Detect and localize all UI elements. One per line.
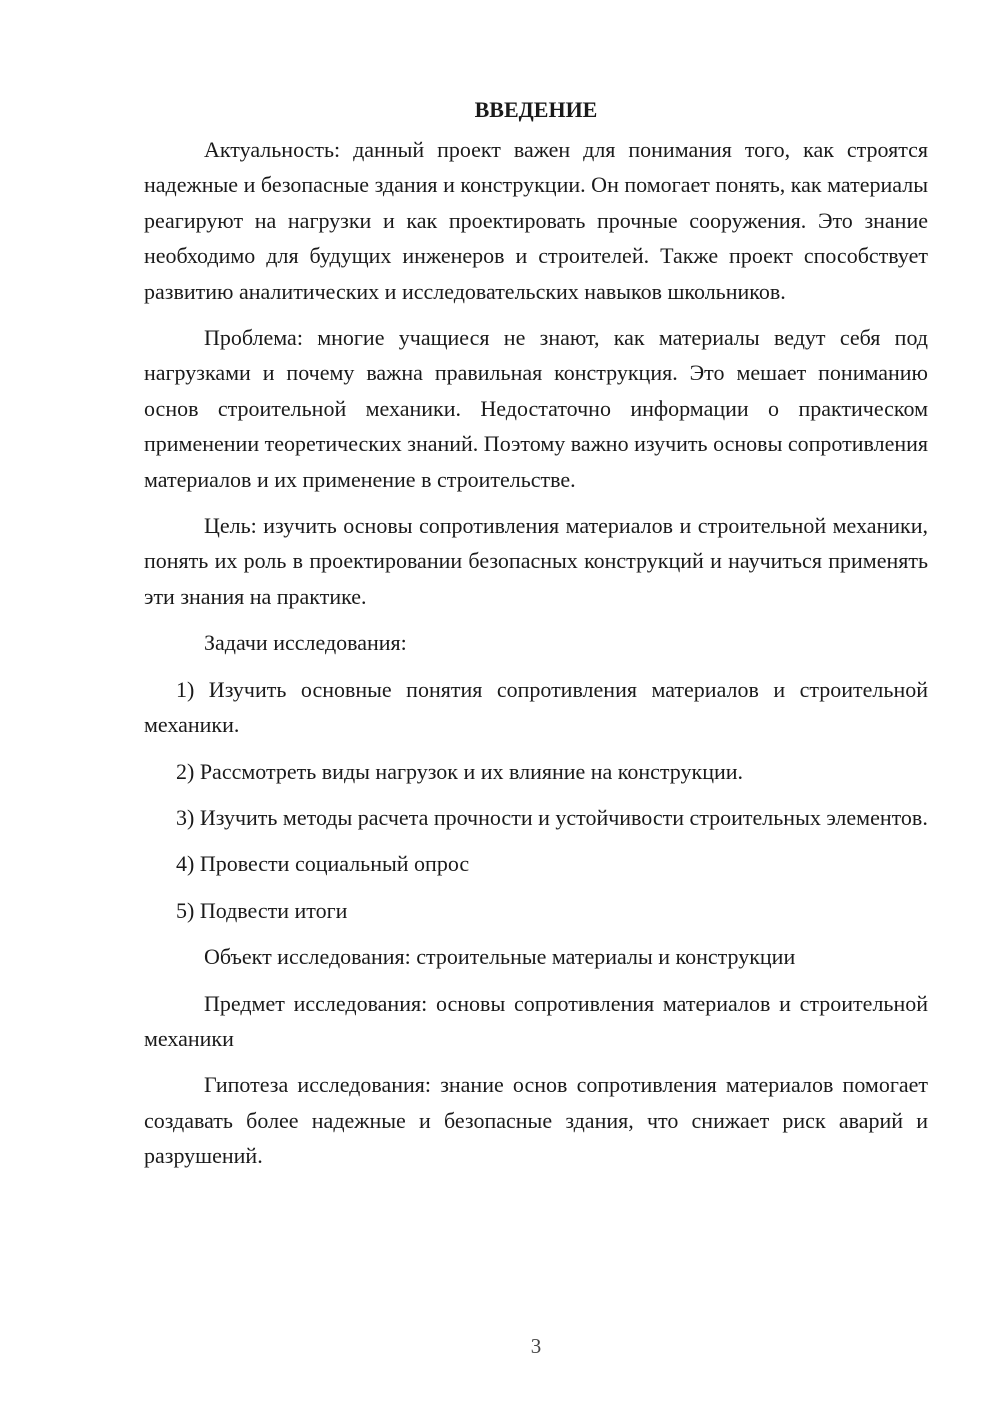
task-item: 3) Изучить методы расчета прочности и устойчивости строительных элементов. [176,804,928,830]
task-item: 1) Изучить основные понятия сопротивления материалов и строительной механики. [144,676,928,738]
hypothesis-paragraph: Гипотеза исследования: знание основ сопротивления материалов помогает создавать более надежные и безопасные здания, что снижает риск аварий и разрушений. [144,1072,928,1169]
subject-paragraph: Предмет исследования: основы сопротивления материалов и строительной механики [144,990,928,1051]
goal-paragraph: Цель: изучить основы сопротивления материалов и строительной механики, понять их роль в проектировании безопасных конструкций и научиться применять эти знания на практике. [144,513,928,609]
object-paragraph: Объект исследования: строительные материалы и конструкции [204,944,796,970]
task-item: 5) Подвести итоги [176,897,348,923]
document-page [144,92,928,1185]
task-item: 2) Рассмотреть виды нагрузок и их влияние на конструкции. [176,758,744,784]
section-title: ВВЕДЕНИЕ [474,97,598,122]
page-number: 3 [530,1334,542,1358]
task-item: 4) Провести социальный опрос [176,851,470,877]
problem-paragraph: Проблема: многие учащиеся не знают, как материалы ведут себя под нагрузками и почему важна правильная конструкция. Это мешает пониманию основ строительной механики. Недостаточно информации о практическом применении теоретических знаний. Поэтому важно изучить основы сопротивления материалов и их применение в строительстве. [144,325,928,492]
relevance-paragraph: Актуальность: данный проект важен для понимания того, как строятся надежные и безопасные здания и конструкции. Он помогает понять, как материалы реагируют на нагрузки и как проектировать прочные сооружения. Это знание необходимо для будущих инженеров и строителей. Также проект способствует развитию аналитических и исследовательских навыков школьников. [144,137,928,304]
tasks-heading: Задачи исследования: [204,630,407,656]
